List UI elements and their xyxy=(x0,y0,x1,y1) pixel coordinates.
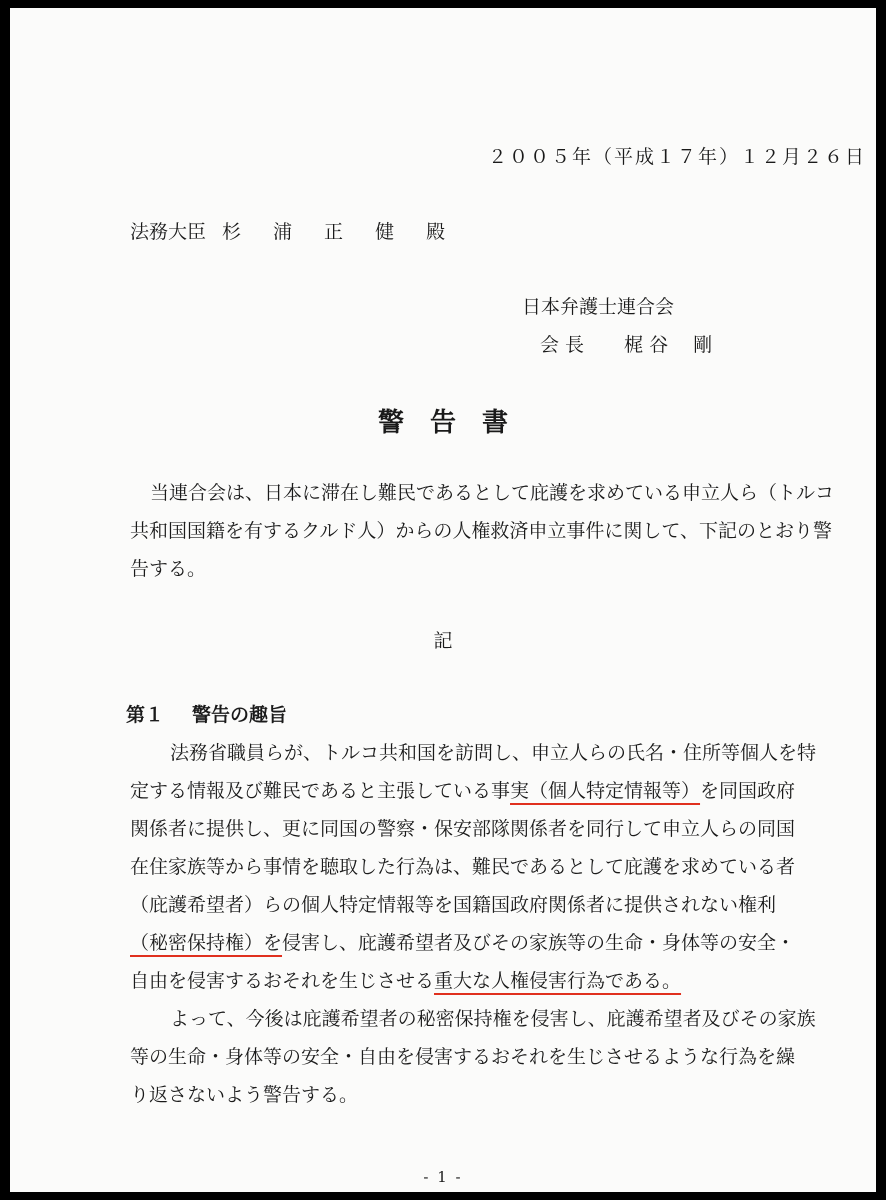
body-line: 法務省職員らが、トルコ共和国を訪問し、申立人らの氏名・住所等個人を特 xyxy=(170,742,817,764)
body-line: 自由を侵害するおそれを生じさせる重大な人権侵害行為である。 xyxy=(130,970,682,992)
body-line: 在住家族等から事情を聴取した行為は、難民であるとして庇護を求めている者 xyxy=(130,856,796,878)
body-line: り返さないよう警告する。 xyxy=(130,1084,359,1106)
document-title: 警告書 xyxy=(377,408,534,438)
addressee-name-char: 浦 xyxy=(273,221,293,243)
section-number: 第１ xyxy=(126,704,165,726)
addressee-name-char: 杉 xyxy=(222,221,242,243)
body-line: （秘密保持権）を侵害し、庇護希望者及びその家族等の生命・身体等の安全・ xyxy=(130,932,796,954)
ki-heading: 記 xyxy=(433,630,453,652)
intro-line: 共和国国籍を有するクルド人）からの人権救済申立事件に関して、下記のとおり警 xyxy=(130,520,833,542)
addressee-name-char: 正 xyxy=(324,221,344,243)
body-line: 定する情報及び難民であると主張している事実（個人特定情報等）を同国政府 xyxy=(130,780,796,802)
document-date: ２００５年（平成１７年）１２月２６日 xyxy=(488,146,867,168)
section-heading xyxy=(126,700,287,727)
body-line: （庇護希望者）らの個人特定情報等を国籍国政府関係者に提供されない権利 xyxy=(130,894,777,916)
body-line: 等の生命・身体等の安全・自由を侵害するおそれを生じさせるような行為を繰 xyxy=(130,1046,796,1068)
addressee-title: 法務大臣 xyxy=(130,221,207,243)
body-line: よって、今後は庇護希望者の秘密保持権を侵害し、庇護希望者及びその家族 xyxy=(170,1008,816,1030)
document-page xyxy=(10,8,876,1192)
highlighted-text: （秘密保持権）を xyxy=(130,932,283,954)
addressee-name-char: 健 xyxy=(375,221,395,243)
highlighted-text: 重大な人権侵害行為である。 xyxy=(434,970,682,992)
section-title: 警告の趣旨 xyxy=(192,704,288,726)
section-body xyxy=(130,734,830,1114)
highlighted-text: 実（個人特定情報等） xyxy=(510,780,701,802)
intro-line: 当連合会は、日本に滞在し難民であるとして庇護を求めている申立人ら（トルコ xyxy=(150,482,835,504)
addressee xyxy=(130,217,445,244)
intro-line: 告する。 xyxy=(130,558,207,580)
sender-organization: 日本弁護士連合会 xyxy=(522,296,675,318)
addressee-honorific: 殿 xyxy=(426,221,446,243)
sender-name: 梶 谷 剛 xyxy=(624,334,713,356)
page-number: - 1 - xyxy=(423,1168,463,1186)
sender-position: 会 長 xyxy=(540,334,585,356)
body-line: 関係者に提供し、更に同国の警察・保安部隊関係者を同行して申立人らの同国 xyxy=(130,818,796,840)
sender-signature xyxy=(540,330,712,357)
intro-paragraph xyxy=(130,474,835,588)
